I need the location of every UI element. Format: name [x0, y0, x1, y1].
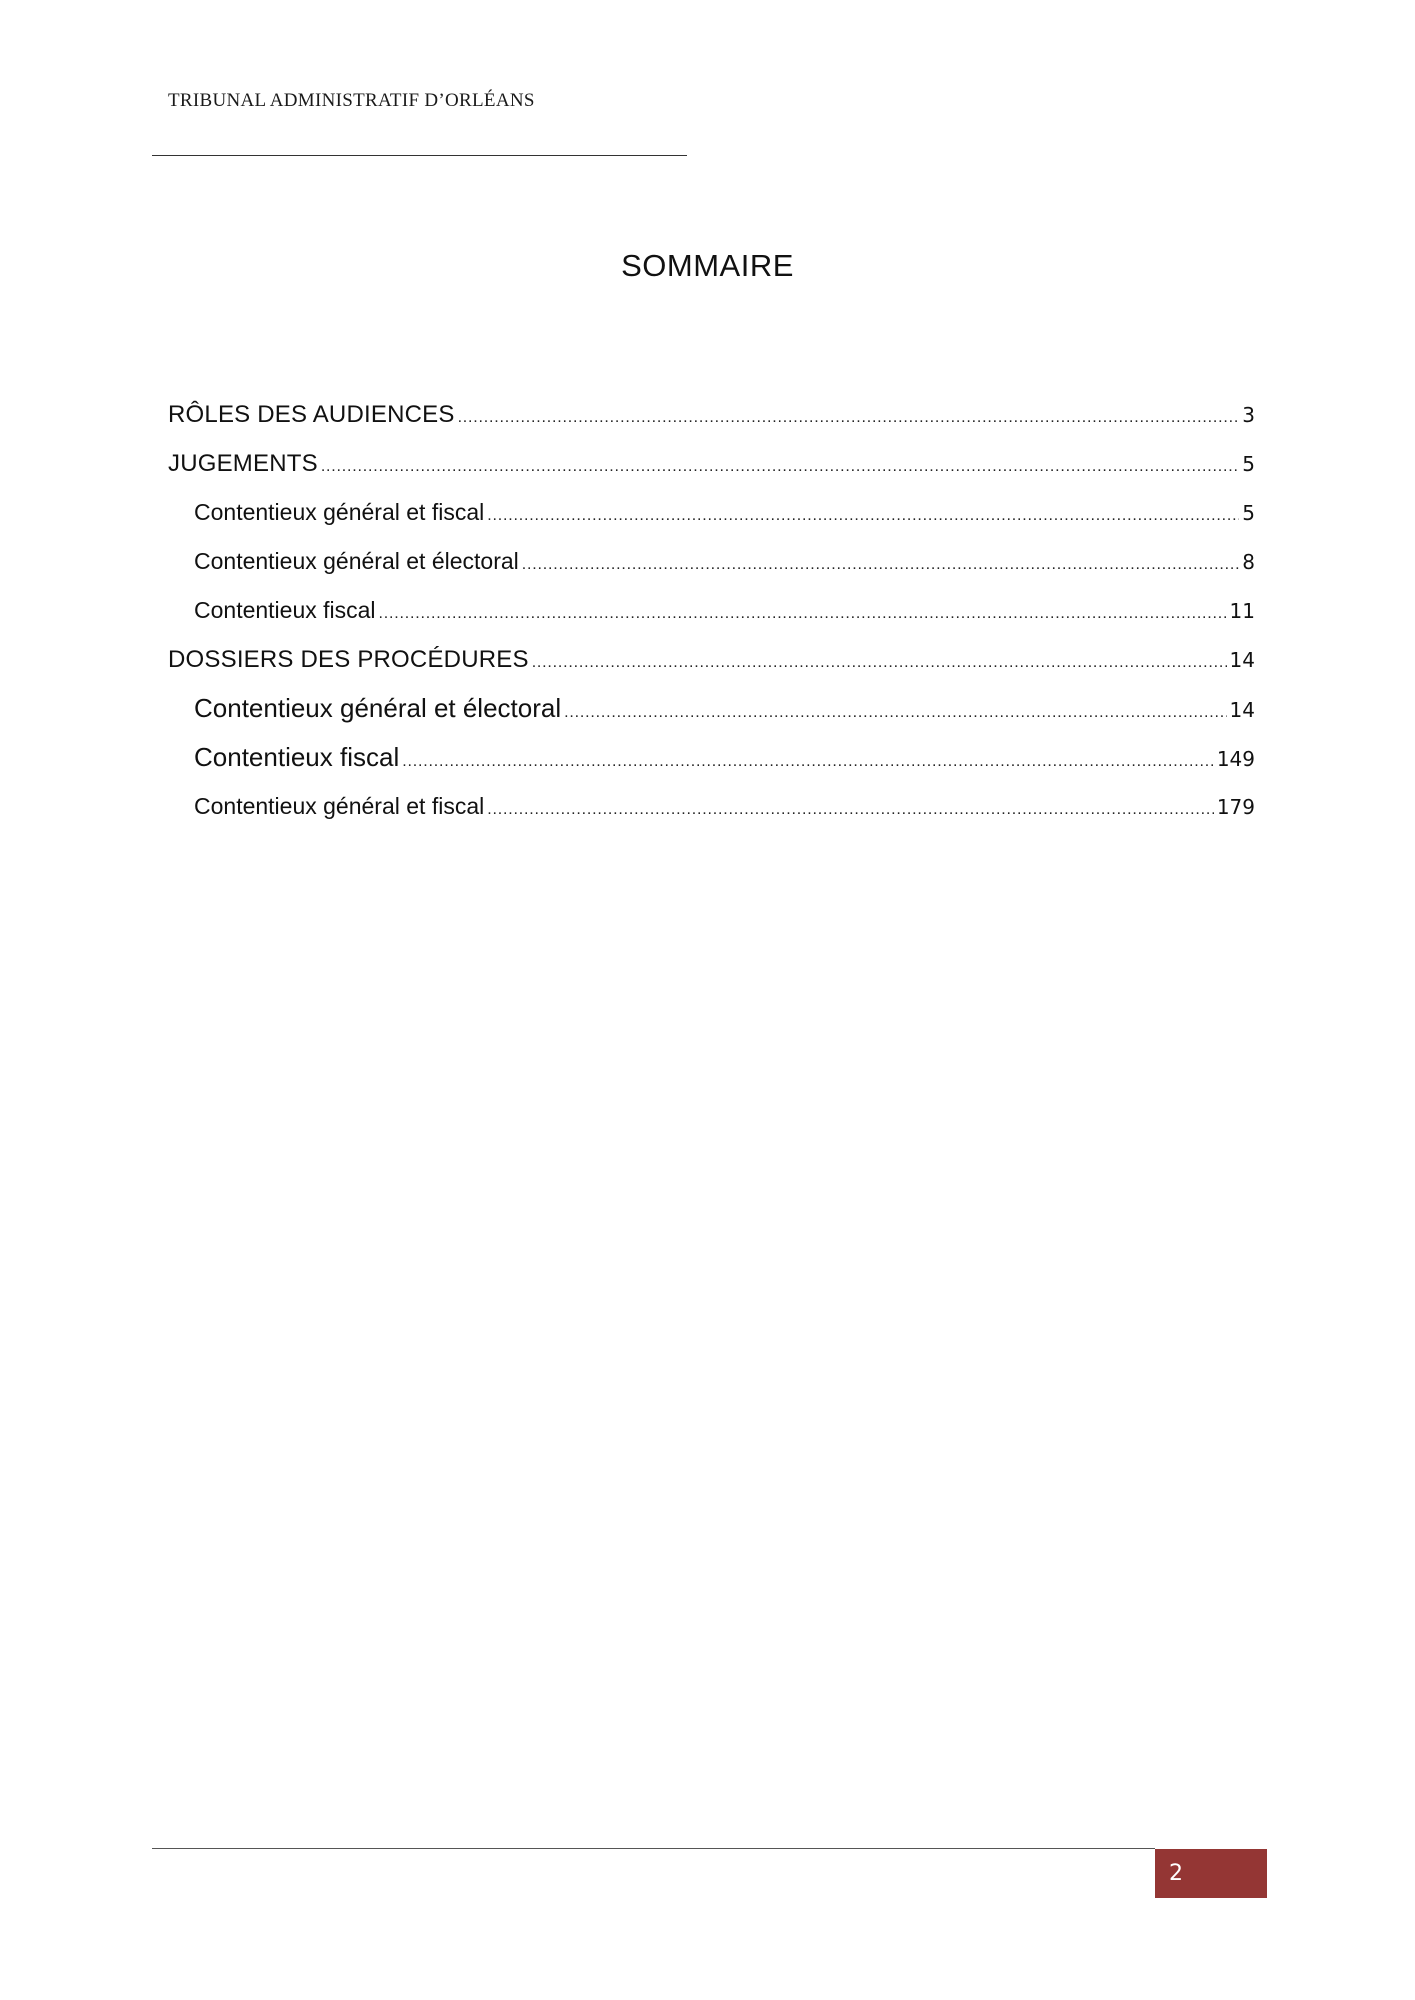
- toc-entry-page: 8: [1242, 550, 1255, 574]
- toc-dot-leader: [402, 737, 1214, 786]
- toc-entry-jugements-general-electoral[interactable]: [168, 537, 1255, 586]
- header-title: TRIBUNAL ADMINISTRATIF D’ORLÉANS: [168, 90, 535, 111]
- toc-entry-roles-des-audiences[interactable]: [168, 390, 1255, 439]
- toc-entry-label: Contentieux général et électoral: [194, 548, 519, 574]
- toc-dot-leader: [564, 688, 1226, 737]
- toc-entry-page: 5: [1242, 452, 1255, 476]
- toc-entry-dossiers-des-procedures[interactable]: [168, 635, 1255, 684]
- toc-dot-leader: [487, 785, 1214, 834]
- toc-entry-dossiers-fiscal[interactable]: [168, 733, 1255, 782]
- toc-entry-label: RÔLES DES AUDIENCES: [168, 401, 455, 428]
- toc-dot-leader: [532, 638, 1227, 687]
- toc-entry-label: Contentieux fiscal: [194, 597, 376, 623]
- toc-entry-page: 149: [1216, 747, 1255, 771]
- toc-entry-dossiers-general-fiscal[interactable]: [168, 782, 1255, 831]
- page-number-badge: 2: [1155, 1849, 1267, 1898]
- table-of-contents: [168, 390, 1255, 831]
- toc-dot-leader: [487, 491, 1239, 540]
- toc-entry-jugements-fiscal[interactable]: [168, 586, 1255, 635]
- toc-entry-label: Contentieux général et électoral: [194, 693, 562, 723]
- toc-entry-label: Contentieux général et fiscal: [194, 499, 485, 525]
- toc-dot-leader: [321, 442, 1239, 491]
- page-title: SOMMAIRE: [621, 248, 794, 283]
- footer-divider: [152, 1848, 1155, 1849]
- header-divider: [152, 155, 687, 156]
- toc-entry-page: 5: [1242, 501, 1255, 525]
- toc-entry-page: 11: [1229, 599, 1255, 623]
- toc-entry-page: 14: [1229, 648, 1255, 672]
- toc-entry-label: JUGEMENTS: [168, 450, 318, 477]
- toc-entry-jugements-general-fiscal[interactable]: [168, 488, 1255, 537]
- toc-dot-leader: [379, 589, 1227, 638]
- toc-entry-label: DOSSIERS DES PROCÉDURES: [168, 646, 529, 673]
- toc-entry-page: 3: [1242, 403, 1255, 427]
- toc-dot-leader: [458, 393, 1240, 442]
- toc-entry-page: 14: [1229, 698, 1255, 722]
- toc-entry-label: Contentieux fiscal: [194, 742, 400, 772]
- toc-entry-dossiers-general-electoral[interactable]: [168, 684, 1255, 733]
- toc-entry-jugements[interactable]: [168, 439, 1255, 488]
- toc-entry-page: 179: [1216, 795, 1255, 819]
- toc-entry-label: Contentieux général et fiscal: [194, 793, 485, 819]
- toc-dot-leader: [522, 540, 1240, 589]
